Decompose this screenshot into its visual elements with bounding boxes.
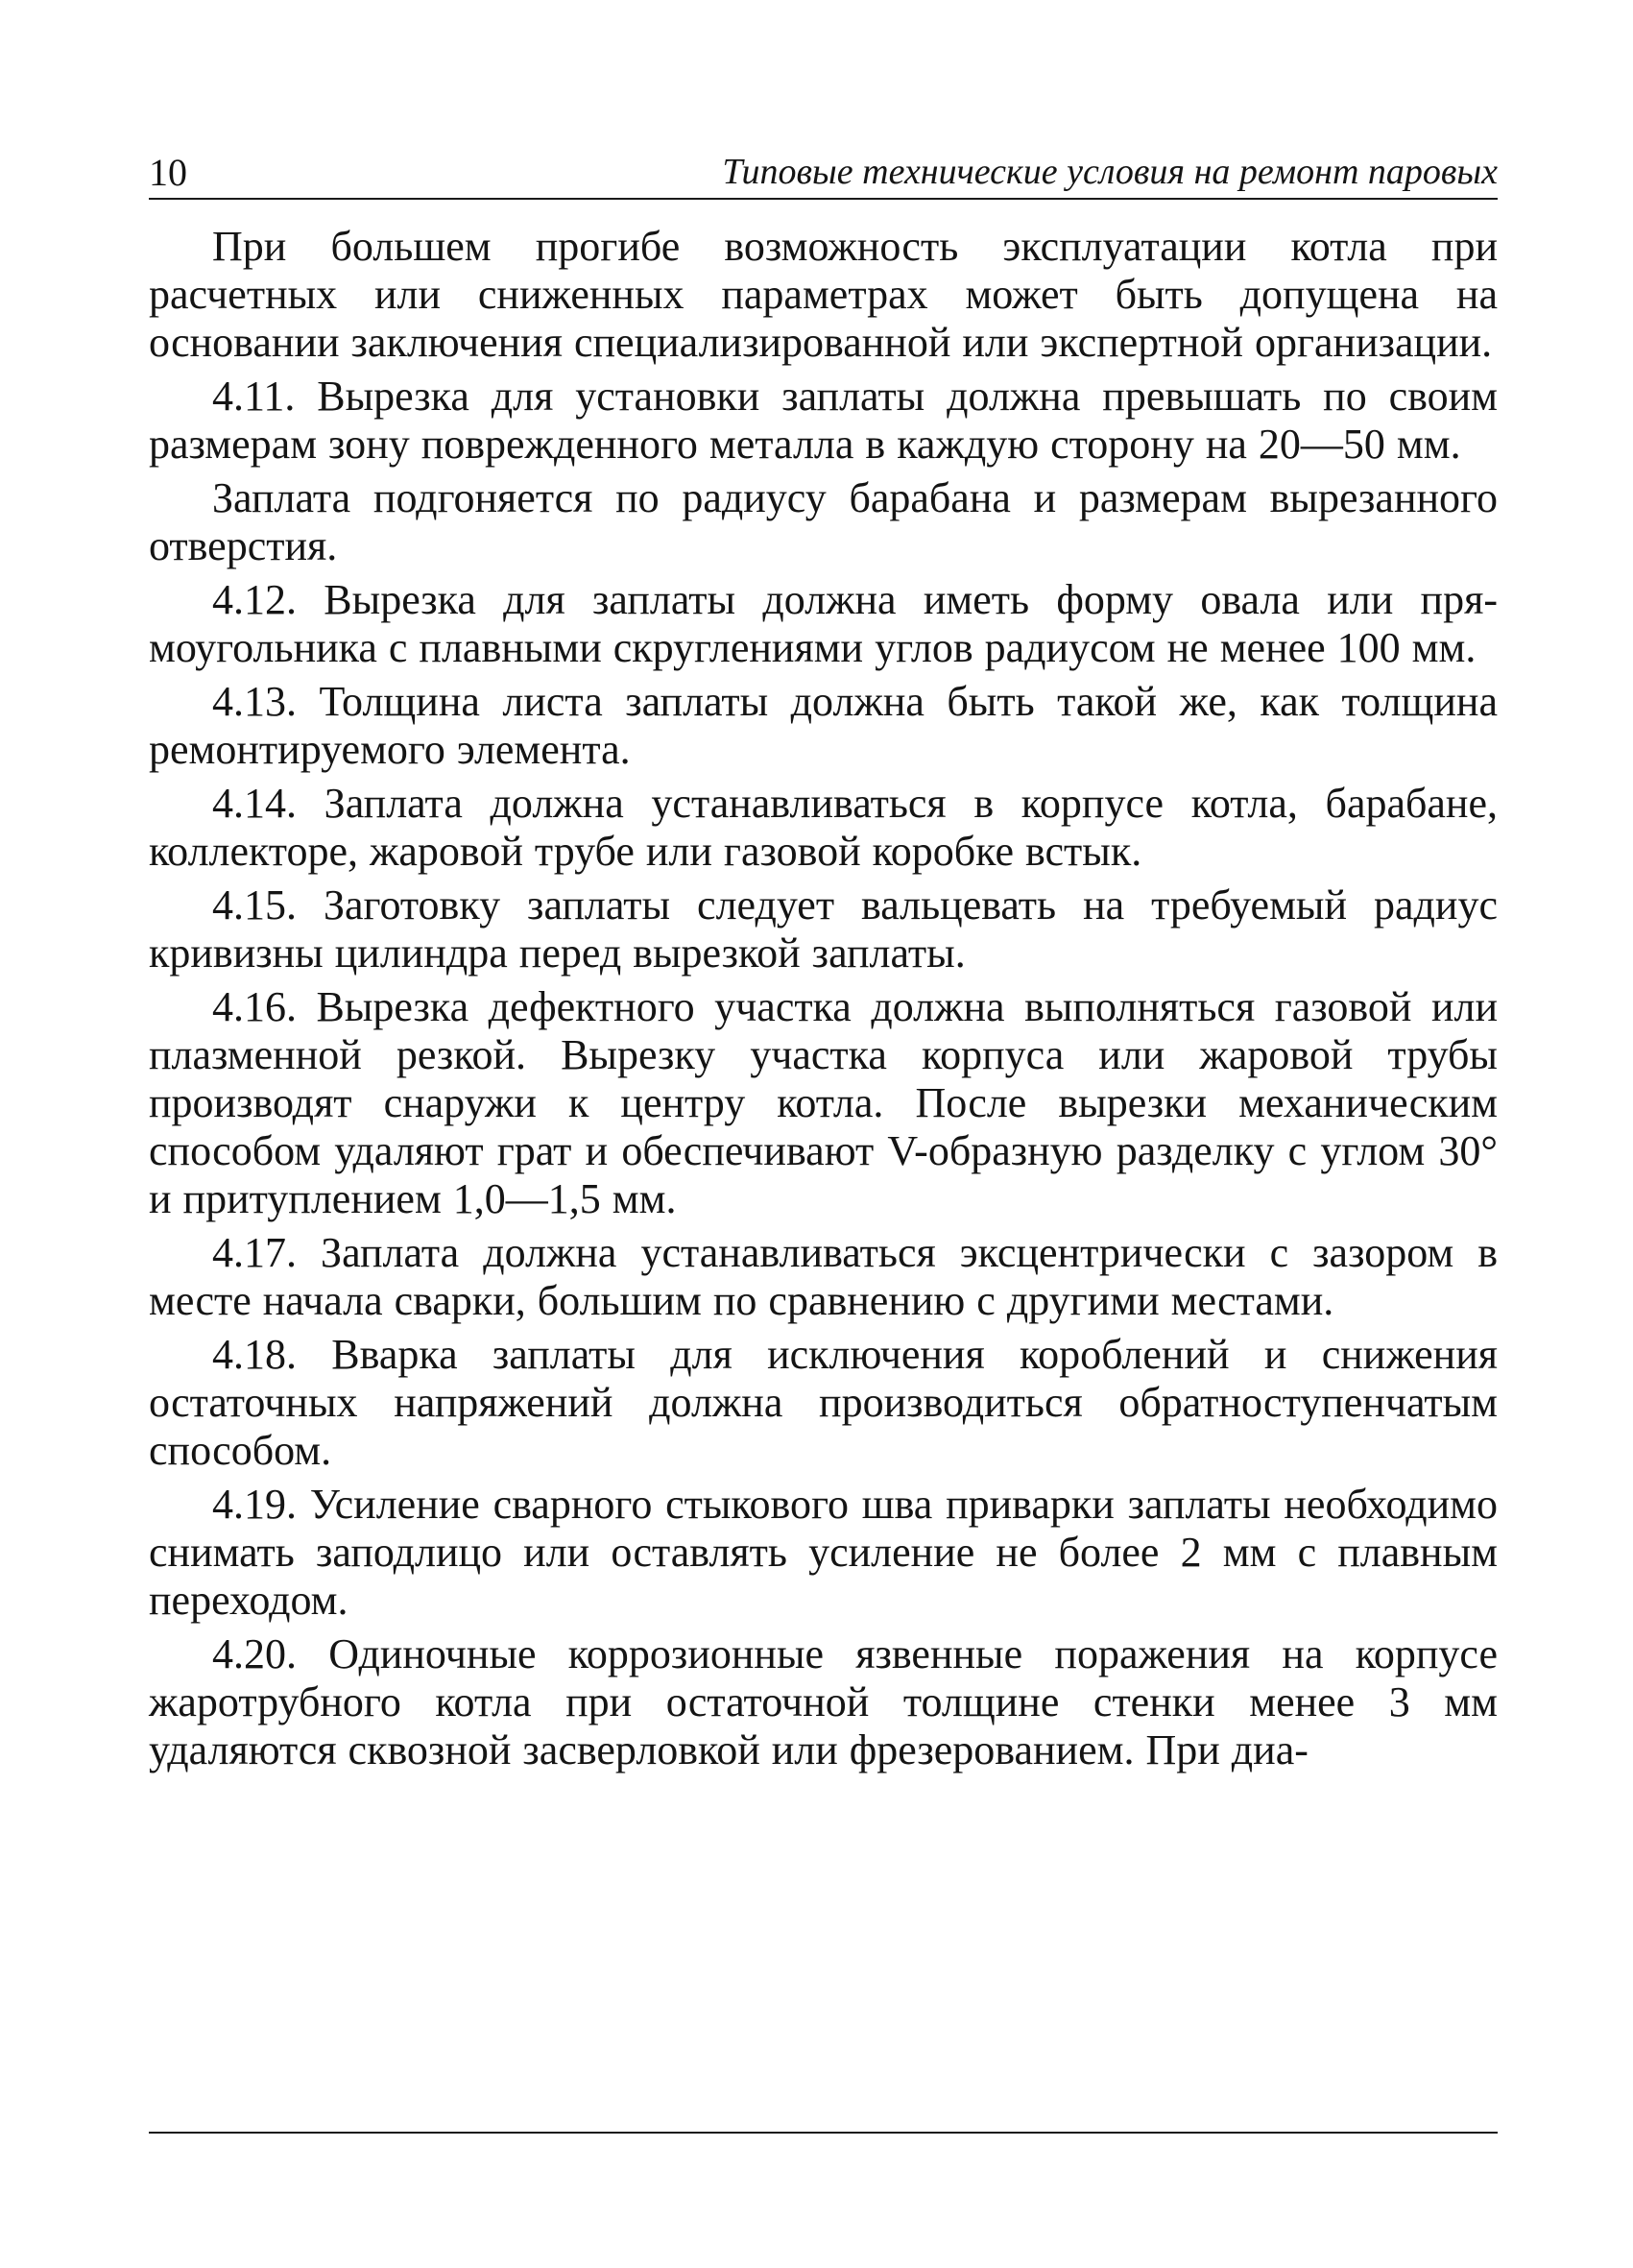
paragraph: 4.17. Заплата должна устанавливаться эксцентрически с зазором в месте начала сварки, большим по сравнению с другими местами. (149, 1229, 1498, 1324)
paragraph: 4.20. Одиночные коррозионные язвенные поражения на корпусе жаротрубного котла при остаточной толщине стенки менее 3 мм удаляются сквозной засверловкой или фрезерованием. При диа- (149, 1630, 1498, 1773)
paragraph: 4.18. Вварка заплаты для исключения короблений и снижения остаточных напряжений должна производиться обратноступенчатым способом. (149, 1331, 1498, 1474)
page-header (149, 144, 1498, 200)
running-title: Типовые технические условия на ремонт паровых (722, 152, 1498, 192)
paragraph: 4.13. Толщина листа заплаты должна быть такой же, как толщина ремонтируемого элемента. (149, 678, 1498, 773)
paragraph: 4.14. Заплата должна устанавливаться в корпусе котла, барабане, коллекторе, жаровой трубе или газовой коробке встык. (149, 780, 1498, 875)
paragraph: 4.15. Заготовку заплаты следует вальцевать на требуемый радиус кривизны цилиндра перед вырезкой заплаты. (149, 881, 1498, 977)
body-text (149, 223, 1498, 1780)
paragraph: Заплата подгоняется по радиусу барабана и размерам вырезанного отверстия. (149, 474, 1498, 569)
footer-rule (149, 2132, 1498, 2134)
paragraph: 4.16. Вырезка дефектного участка должна выполняться газовой или плазменной резкой. Вырезку участка корпуса или жаровой трубы производят снаружи к центру котла. После вырезки механическим способом удаляют грат и обеспечивают V-образную разделку с углом 30° и притуплением 1,0—1,5 мм. (149, 983, 1498, 1222)
paragraph: 4.12. Вырезка для заплаты должна иметь форму овала или прямоугольника с плавными скруглениями углов радиусом не менее 100 мм. (149, 576, 1498, 671)
paragraph: При большем прогибе возможность эксплуатации котла при расчетных или сниженных параметрах может быть допущена на основании заключения специализированной или экспертной организации. (149, 223, 1498, 366)
paragraph: 4.11. Вырезка для установки заплаты должна превышать по своим размерам зону поврежденного металла в каждую сторону на 20—50 мм. (149, 373, 1498, 468)
paragraph: 4.19. Усиление сварного стыкового шва приварки заплаты необходимо снимать заподлицо или оставлять усиление не более 2 мм с плавным переходом. (149, 1481, 1498, 1624)
page-number: 10 (149, 151, 187, 194)
